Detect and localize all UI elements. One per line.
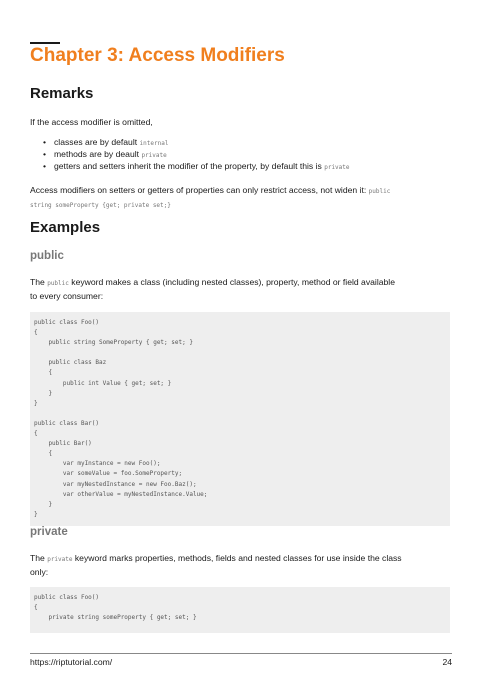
code-line: } <box>34 399 38 407</box>
inline-code: internal <box>139 140 169 147</box>
code-line: } <box>34 500 53 508</box>
code-line: public Bar() <box>34 440 92 448</box>
remarks-intro: If the access modifier is omitted, <box>30 117 153 127</box>
code-line: var myNestedInstance = new Foo.Baz(); <box>34 480 197 488</box>
code-line: { <box>34 450 53 458</box>
inline-code: private <box>141 152 167 159</box>
remarks-heading: Remarks <box>30 85 94 102</box>
private-heading: private <box>30 526 68 538</box>
code-line: var otherValue = myNestedInstance.Value; <box>34 490 208 498</box>
code-line: private string someProperty { get; set; } <box>34 614 197 622</box>
code-line: public class Bar() <box>34 419 100 427</box>
code-line <box>34 409 446 419</box>
private-code-block <box>30 587 450 633</box>
remarks-note: Access modifiers on setters or getters of properties can only restrict access, not widen it: public string someProperty {get; private set;} <box>30 185 391 209</box>
inline-code: public <box>47 280 69 287</box>
public-description: The public keyword makes a class (including nested classes), property, method or field available to every consumer: <box>30 277 395 301</box>
inline-code: public <box>368 188 391 195</box>
list-item: • classes are by default internal <box>43 137 169 147</box>
code-line <box>34 348 446 358</box>
code-line: } <box>34 510 38 518</box>
code-line: { <box>34 604 38 612</box>
inline-code: private <box>47 556 73 563</box>
code-line: { <box>34 369 53 377</box>
public-heading: public <box>30 250 64 262</box>
examples-heading: Examples <box>30 219 101 236</box>
code-line: public class Baz <box>34 359 107 367</box>
footer-rule <box>30 653 452 654</box>
code-line: var someValue = foo.SomeProperty; <box>34 470 183 478</box>
code-line: { <box>34 329 38 337</box>
inline-code: string someProperty {get; private set;} <box>30 202 171 209</box>
private-description: The private keyword marks properties, methods, fields and nested classes for use inside the class only: <box>30 553 402 577</box>
code-line: { <box>34 430 38 438</box>
remarks-bullet-list <box>30 136 450 172</box>
chapter-title: Chapter 3: Access Modifiers <box>30 45 285 66</box>
page-number: 24 <box>442 657 452 667</box>
title-rule <box>30 42 60 44</box>
code-line: var myInstance = new Foo(); <box>34 460 161 468</box>
code-line: public string SomeProperty { get; set; } <box>34 339 193 347</box>
inline-code: private <box>324 164 350 171</box>
list-item: • methods are by deault private <box>43 149 167 159</box>
code-line: public class Foo() <box>34 594 100 601</box>
public-code-block <box>30 312 450 526</box>
list-item: • getters and setters inherit the modifier of the property, by default this is private <box>43 161 350 171</box>
code-line: } <box>34 389 53 397</box>
code-line: public int Value { get; set; } <box>34 379 172 387</box>
code-line: public class Foo() <box>34 319 100 326</box>
footer-url: https://riptutorial.com/ <box>30 657 113 667</box>
